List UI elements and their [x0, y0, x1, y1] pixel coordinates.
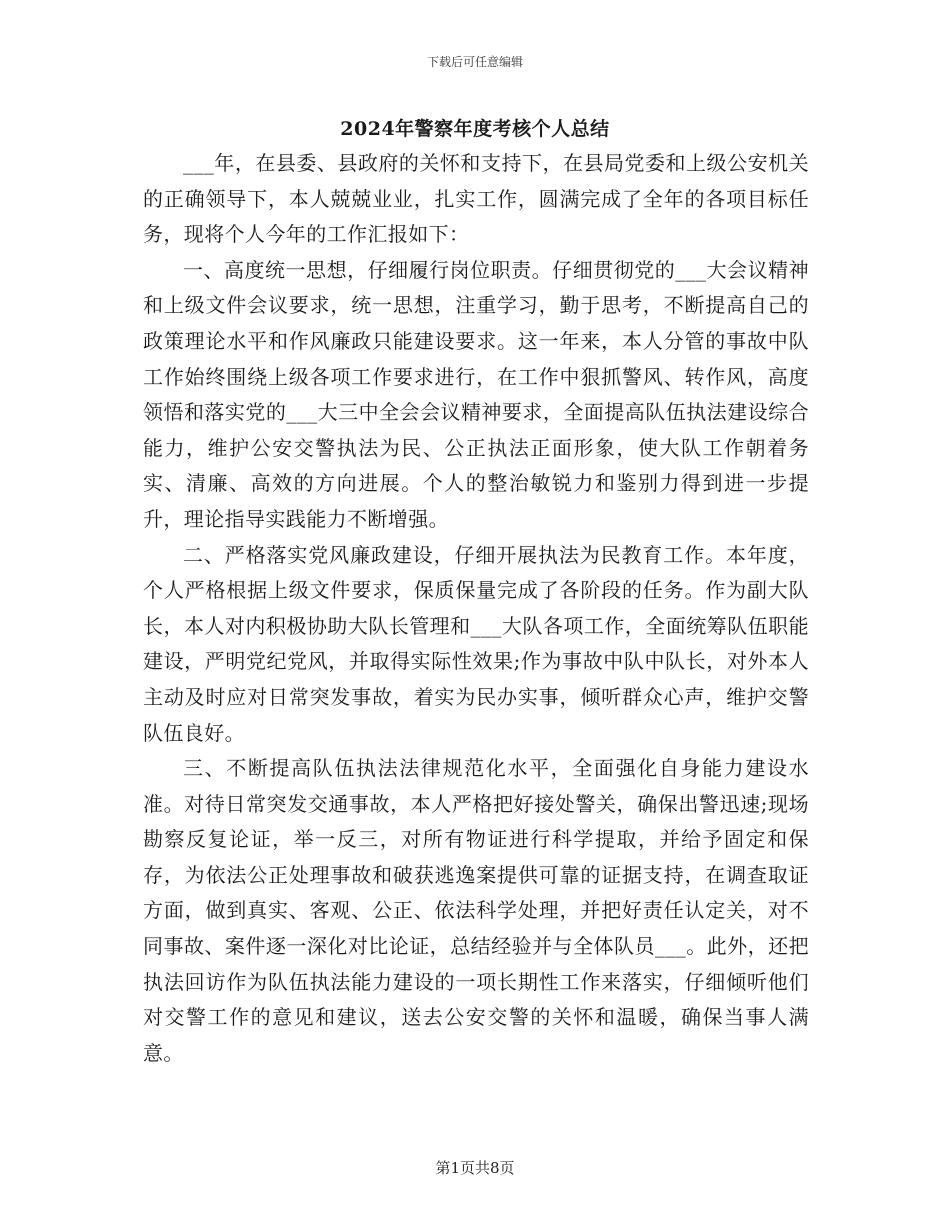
paragraph-section-2: 二、严格落实党风廉政建设，仔细开展执法为民教育工作。本年度，个人严格根据上级文件要求，保质保量完成了各阶段的任务。作为副大队长，本人对内积极协助大队长管理和___大队各项工作，全面统筹队伍职能建设，严明党纪党风，并取得实际性效果;作为事故中队中队长，对外本人主动及时应对日常突发事故，着实为民办实事，倾听群众心声，维护交警队伍良好。: [143, 542, 809, 745]
paragraph-intro: ___年，在县委、县政府的关怀和支持下，在县局党委和上级公安机关的正确领导下，本人兢兢业业，扎实工作，圆满完成了全年的各项目标任务，现将个人今年的工作汇报如下：: [143, 151, 809, 247]
header-note: 下载后可任意编辑: [426, 55, 523, 69]
page-number: 第1页共8页: [435, 1159, 515, 1177]
document-title: 2024年警察年度考核个人总结: [340, 118, 610, 140]
paragraph-section-1: 一、高度统一思想，仔细履行岗位职责。仔细贯彻党的___大会议精神和上级文件会议要求，统一思想，注重学习，勤于思考，不断提高自己的政策理论水平和作风廉政只能建设要求。这一年来，本人分管的事故中队工作始终围绕上级各项工作要求进行，在工作中狠抓警风、转作风，高度领悟和落实党的___大三中全会会议精神要求，全面提高队伍执法建设综合能力，维护公安交警执法为民、公正执法正面形象，使大队工作朝着务实、清廉、高效的方向进展。个人的整治敏锐力和鉴别力得到进一步提升，理论指导实践能力不断增强。: [143, 257, 809, 531]
paragraph-section-3: 三、不断提高队伍执法法律规范化水平，全面强化自身能力建设水准。对待日常突发交通事故，本人严格把好接处警关，确保出警迅速;现场勘察反复论证，举一反三，对所有物证进行科学提取，并给予固定和保存，为依法公正处理事故和破获逃逸案提供可靠的证据支持，在调查取证方面，做到真实、客观、公正、依法科学处理，并把好责任认定关，对不同事故、案件逐一深化对比论证，总结经验并与全体队员___。此外，还把执法回访作为队伍执法能力建设的一项长期性工作来落实，仔细倾听他们对交警工作的意见和建议，送去公安交警的关怀和温暖，确保当事人满意。: [143, 756, 809, 1065]
document-body: [143, 146, 809, 1071]
